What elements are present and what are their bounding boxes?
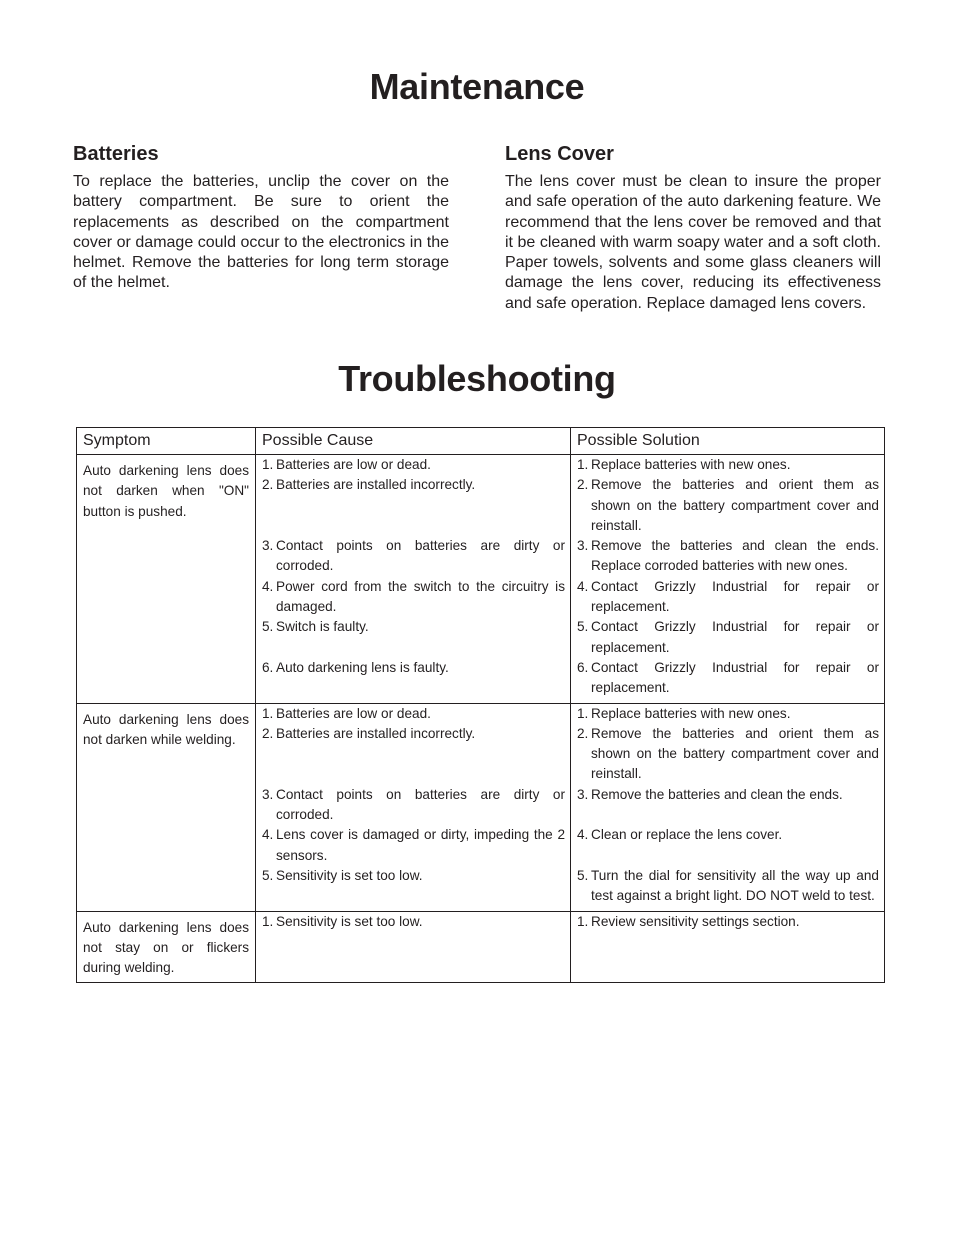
cause-item (262, 744, 565, 764)
cause-item (262, 724, 565, 744)
solution-list (577, 912, 879, 932)
item-number: 1. (262, 457, 274, 472)
cause-item (262, 577, 565, 618)
item-number: 2. (577, 725, 589, 741)
table-row (77, 911, 885, 983)
maintenance-title: Maintenance (369, 66, 585, 107)
item-text: Batteries are installed incorrectly. (276, 725, 476, 741)
item-text: Remove the batteries and orient them as shown on the battery compartment cover and reinstall. (591, 477, 879, 533)
item-number: 5. (577, 867, 589, 883)
solution-item (577, 475, 879, 536)
symptom-text: Auto darkening lens does not darken while welding. (83, 711, 249, 747)
item-text: Switch is faulty. (276, 619, 369, 635)
solution-item (577, 912, 879, 932)
solution-item (577, 805, 879, 825)
item-text: Replace batteries with new ones. (591, 457, 791, 472)
item-text: Remove the batteries and clean the ends. Replace corroded batteries with new ones. (591, 538, 879, 574)
cause-item (262, 536, 565, 577)
item-text: Remove the batteries and clean the ends. (591, 786, 843, 802)
cause-item (262, 658, 565, 678)
solution-item (577, 577, 879, 618)
cause-item (262, 475, 565, 495)
cause-item (262, 455, 565, 475)
cause-item (262, 785, 565, 826)
solution-item (577, 704, 879, 724)
cause-list (262, 912, 565, 932)
item-number: 5. (262, 867, 274, 883)
solution-item (577, 846, 879, 866)
item-number: 1. (262, 705, 274, 721)
cause-item (262, 825, 565, 866)
header-possible-solution: Possible Solution (571, 428, 885, 455)
item-text: Contact Grizzly Industrial for repair or replacement. (591, 659, 879, 696)
solution-item (577, 825, 879, 845)
cause-cell (256, 911, 571, 983)
lens-cover-text: The lens cover must be clean to insure the proper and safe operation of the auto darkening feature. We recommend that the lens cover be removed and that it be cleaned with warm soapy water and a soft cloth. Paper towels, solvents and some glass cleaners will damage the lens cover, reducing its effectiveness and safe operation. Replace damaged lens covers. (505, 173, 881, 312)
item-text: Sensitivity is set too low. (276, 913, 423, 929)
item-text: Power cord from the switch to the circuitry is damaged. (276, 578, 565, 615)
item-text: Clean or replace the lens cover. (591, 827, 783, 843)
item-number: 3. (262, 538, 274, 554)
item-number: 4. (262, 578, 274, 594)
cause-item (262, 704, 565, 724)
symptom-cell (77, 455, 256, 704)
lens-cover-heading: Lens Cover (505, 143, 614, 165)
solution-list (577, 704, 879, 907)
lens-cover-section (505, 142, 881, 314)
item-number: 6. (262, 659, 274, 675)
item-number: 5. (577, 619, 589, 635)
cause-list (262, 704, 565, 887)
table-header-row (77, 428, 885, 455)
troubleshooting-title: Troubleshooting (338, 358, 616, 399)
item-text: Contact points on batteries are dirty or corroded. (276, 538, 565, 574)
solution-item (577, 724, 879, 785)
table-row (77, 455, 885, 704)
troubleshooting-table (76, 427, 885, 983)
solution-item (577, 866, 879, 907)
symptom-text: Auto darkening lens does not darken when "ON" button is pushed. (83, 463, 249, 519)
item-text: Batteries are installed incorrectly. (276, 477, 476, 493)
cause-item (262, 912, 565, 932)
cause-item (262, 617, 565, 637)
item-text: Turn the dial for sensitivity all the way up and test against a bright light. DO NOT weld to test. (591, 867, 879, 904)
header-possible-cause: Possible Cause (256, 428, 571, 455)
item-text: Replace batteries with new ones. (591, 705, 791, 721)
item-number: 3. (262, 786, 274, 802)
solution-item (577, 617, 879, 658)
cause-item (262, 638, 565, 658)
symptom-cell (77, 911, 256, 983)
cause-item (262, 496, 565, 516)
item-number: 2. (577, 477, 589, 493)
cause-item (262, 764, 565, 784)
item-text: Batteries are low or dead. (276, 705, 431, 721)
solution-item (577, 536, 879, 577)
header-symptom: Symptom (77, 428, 256, 455)
batteries-section (73, 142, 449, 294)
item-number: 3. (577, 786, 589, 802)
item-number: 4. (262, 827, 274, 843)
item-text: Contact Grizzly Industrial for repair or replacement. (591, 578, 879, 615)
item-number: 6. (577, 659, 589, 675)
item-number: 1. (577, 705, 589, 721)
solution-cell (571, 911, 885, 983)
item-text: Review sensitivity settings section. (591, 913, 800, 929)
batteries-heading: Batteries (73, 143, 159, 165)
item-number: 1. (577, 457, 589, 472)
item-number: 4. (577, 827, 589, 843)
cause-item (262, 866, 565, 886)
cause-cell (256, 455, 571, 704)
troubleshooting-table-body (77, 455, 885, 983)
item-text: Auto darkening lens is faulty. (276, 659, 449, 675)
batteries-text: To replace the batteries, unclip the cover on the battery compartment. Be sure to orient the replacements as described on the compartment cover or damage could occur to the electronics in the helmet. Remove the batteries for long term storage of the helmet. (73, 173, 449, 292)
table-row (77, 703, 885, 911)
item-text: Sensitivity is set too low. (276, 867, 423, 883)
symptom-cell (77, 703, 256, 911)
item-text: Lens cover is damaged or dirty, impeding the 2 sensors. (276, 827, 565, 863)
item-number: 3. (577, 538, 589, 554)
cause-cell (256, 703, 571, 911)
cause-item (262, 516, 565, 536)
item-number: 4. (577, 578, 589, 594)
item-text: Batteries are low or dead. (276, 457, 431, 472)
item-text: Contact Grizzly Industrial for repair or replacement. (591, 619, 879, 655)
item-text: Remove the batteries and orient them as shown on the battery compartment cover and reinstall. (591, 725, 879, 782)
item-text: Contact points on batteries are dirty or corroded. (276, 786, 565, 823)
solution-list (577, 455, 879, 699)
cause-list (262, 455, 565, 678)
solution-cell (571, 703, 885, 911)
solution-item (577, 455, 879, 475)
item-number: 5. (262, 619, 274, 635)
item-number: 2. (262, 477, 274, 493)
solution-item (577, 658, 879, 699)
item-number: 2. (262, 725, 274, 741)
symptom-text: Auto darkening lens does not stay on or flickers during welding. (83, 919, 249, 976)
item-number: 1. (262, 913, 274, 929)
solution-item (577, 785, 879, 805)
solution-cell (571, 455, 885, 704)
item-number: 1. (577, 913, 589, 929)
